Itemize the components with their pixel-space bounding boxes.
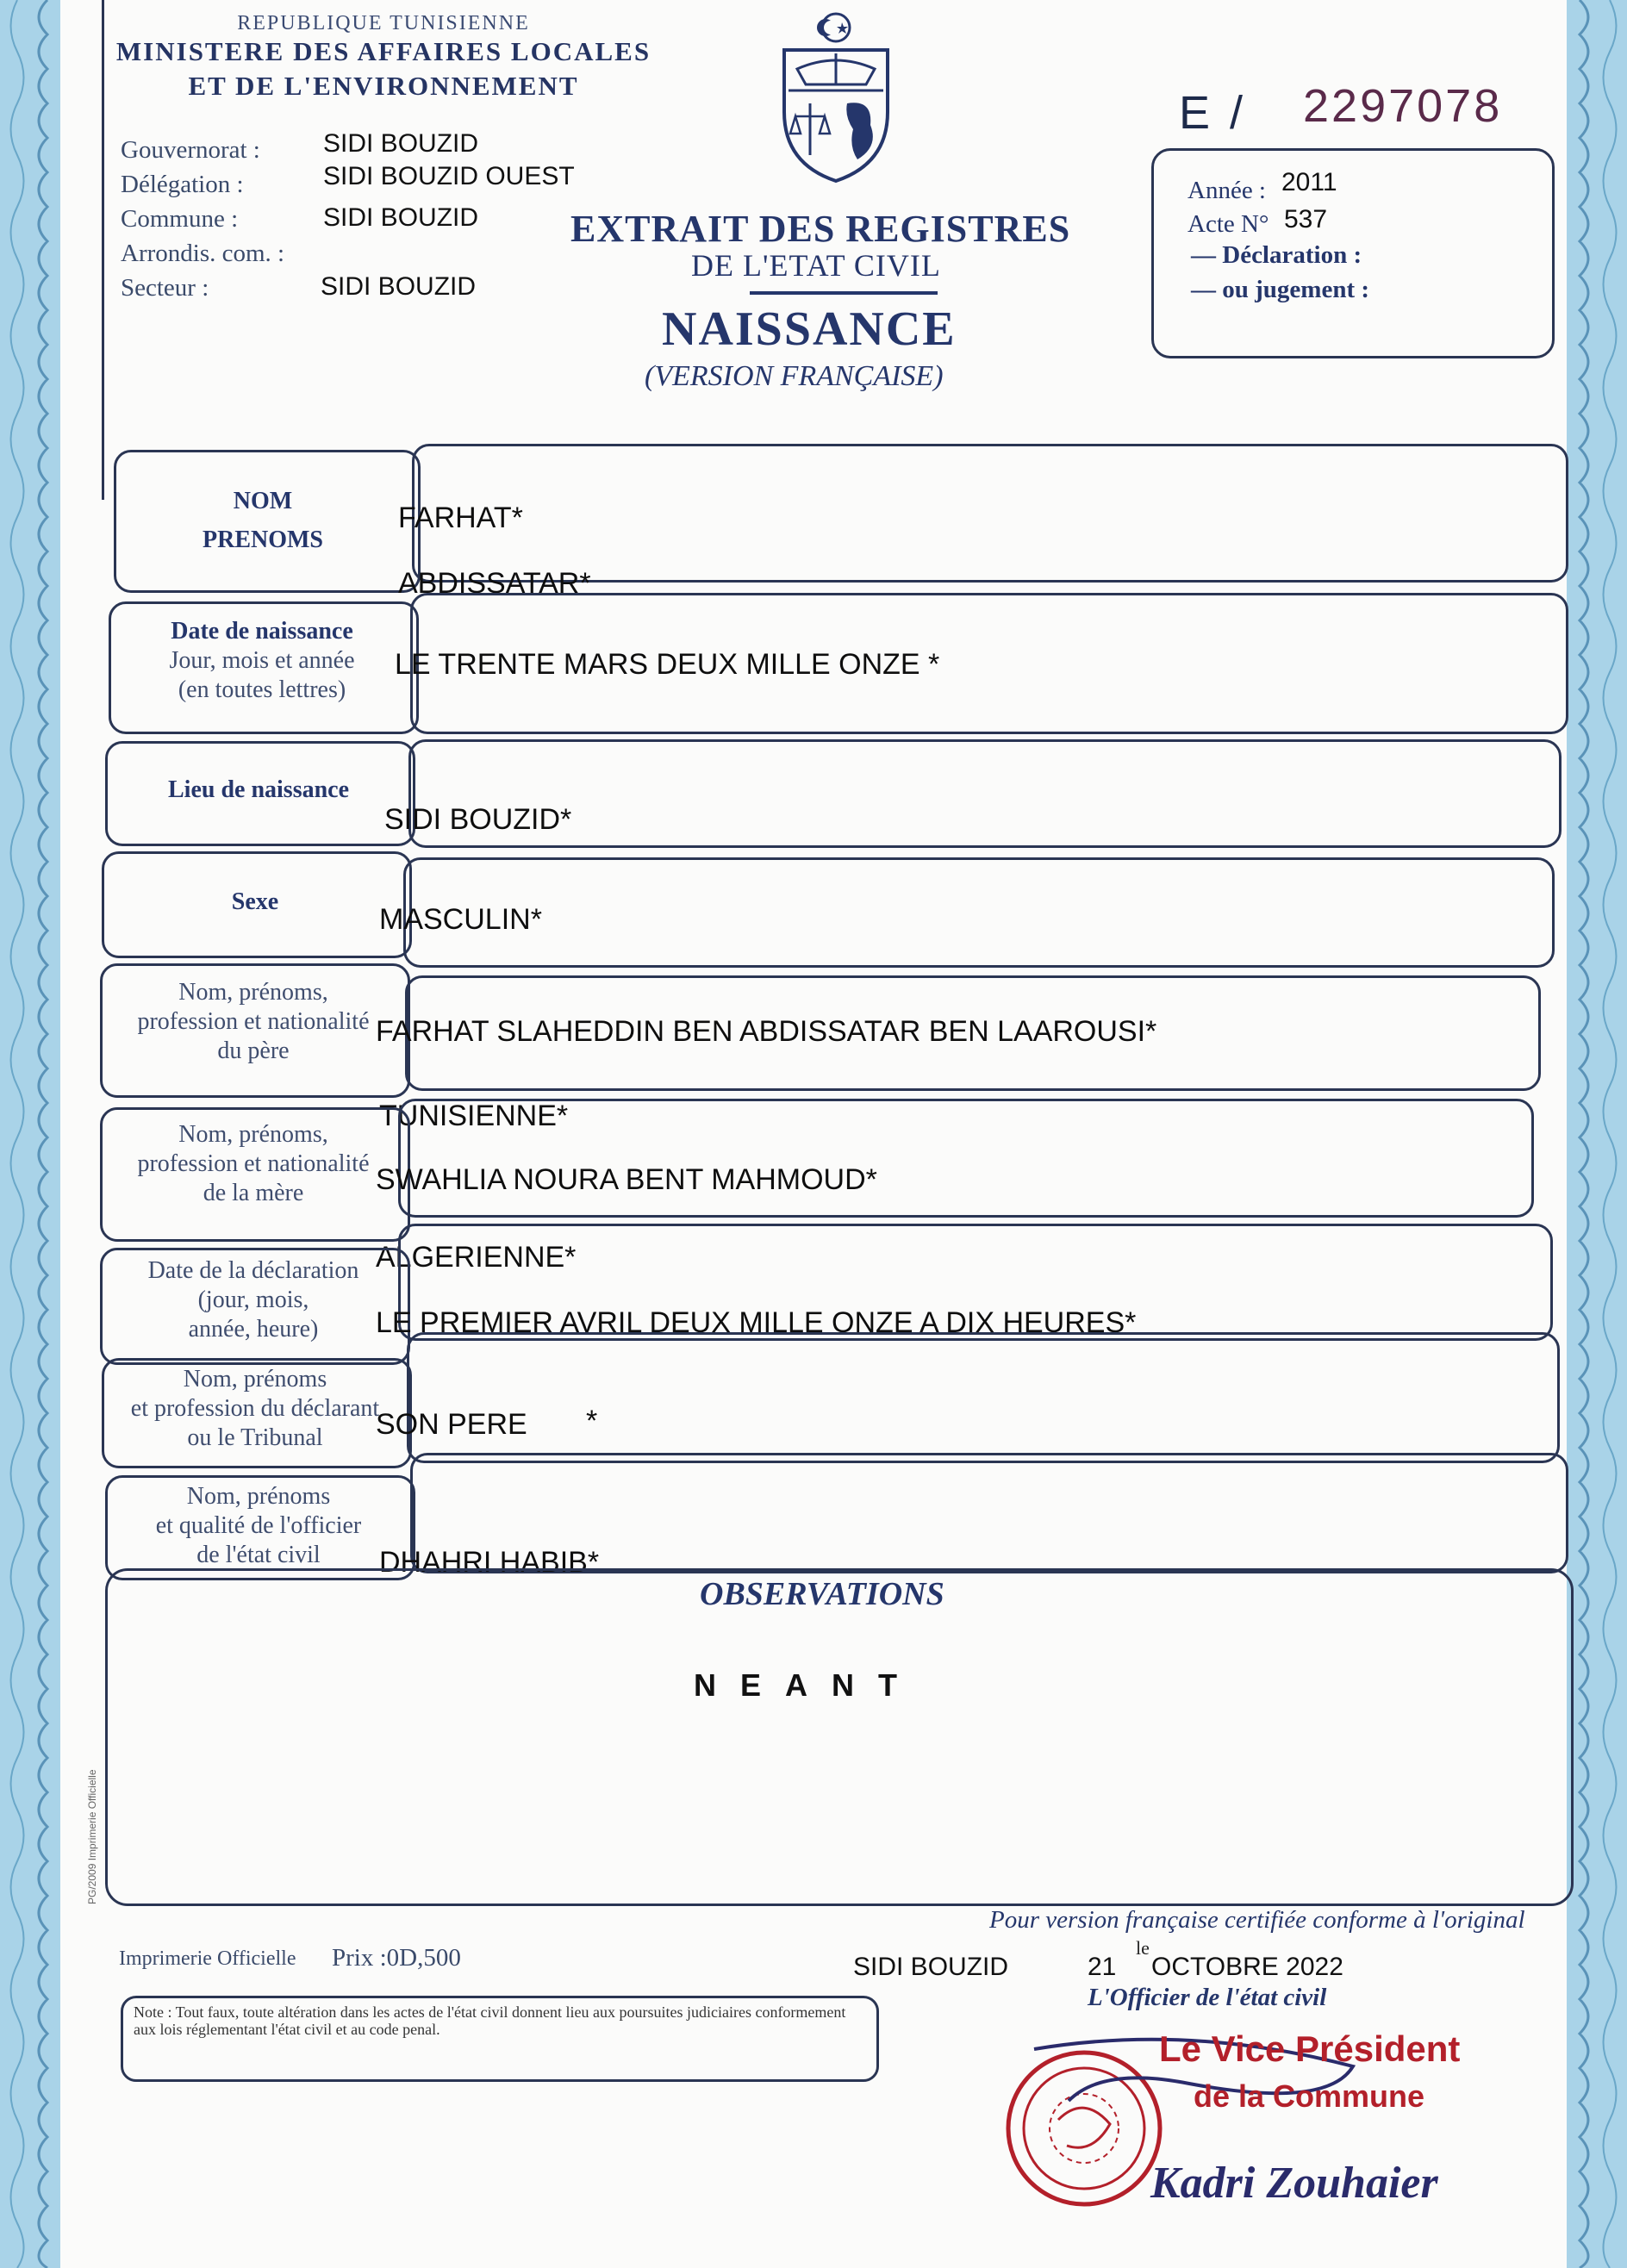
prenoms-label-text: PRENOMS bbox=[203, 526, 323, 553]
gouvernorat-label: Gouvernorat : bbox=[121, 136, 260, 164]
dob-value: LE TRENTE MARS DEUX MILLE ONZE * bbox=[395, 648, 940, 681]
certified-text: Pour version française certifiée conforme à l'original bbox=[989, 1906, 1525, 1934]
prenom-value: ABDISSATAR* bbox=[398, 567, 591, 600]
declarant-label-line1: Nom, prénoms bbox=[183, 1366, 327, 1393]
pere-label-line3: du père bbox=[217, 1037, 290, 1064]
declarant-value-cell bbox=[407, 1332, 1560, 1463]
acte-value: 537 bbox=[1284, 205, 1328, 234]
commune-value: SIDI BOUZID bbox=[323, 203, 479, 232]
observations-title: OBSERVATIONS bbox=[700, 1576, 944, 1612]
declarant-value: SON PERE bbox=[376, 1408, 527, 1441]
document-title-naissance: NAISSANCE bbox=[662, 302, 957, 356]
pere-label-line2: profession et nationalité bbox=[137, 1008, 370, 1035]
officier-title: L'Officier de l'état civil bbox=[1088, 1984, 1327, 2011]
mere-value: SWAHLIA NOURA BENT MAHMOUD* bbox=[376, 1163, 877, 1196]
gouvernorat-value: SIDI BOUZID bbox=[323, 129, 479, 158]
registry-prefix: E / bbox=[1179, 87, 1247, 139]
nom-value-cell bbox=[412, 444, 1568, 583]
annee-label: Année : bbox=[1188, 177, 1266, 204]
pere-label bbox=[109, 978, 398, 1066]
sexe-label bbox=[110, 888, 400, 917]
prenoms-label bbox=[121, 526, 405, 555]
ministry-line1: MINISTERE DES AFFAIRES LOCALES bbox=[115, 36, 651, 66]
commune-label: Commune : bbox=[121, 205, 239, 233]
officier-value: DHAHRI HABIB* bbox=[379, 1546, 600, 1579]
document-title-line1: EXTRAIT DES REGISTRES bbox=[570, 208, 1071, 250]
declarant-label bbox=[110, 1365, 400, 1453]
nom-label-text: NOM bbox=[233, 488, 293, 514]
nom-label bbox=[121, 487, 405, 516]
lieu-label bbox=[114, 776, 403, 805]
nom-value: FARHAT* bbox=[398, 502, 523, 534]
declaration-date-value: LE PREMIER AVRIL DEUX MILLE ONZE A DIX HEURES* bbox=[376, 1306, 1137, 1339]
nom-label-cell bbox=[114, 450, 421, 593]
imprimerie-label: Imprimerie Officielle bbox=[119, 1947, 296, 1970]
lieu-value-cell bbox=[408, 739, 1562, 848]
title-underline bbox=[750, 291, 938, 295]
document-title-version: (VERSION FRANÇAISE) bbox=[645, 360, 944, 392]
mere-value-cell bbox=[398, 1099, 1534, 1218]
lieu-label-text: Lieu de naissance bbox=[167, 776, 350, 803]
declaration-label-line3: année, heure) bbox=[188, 1316, 319, 1343]
dob-label-sub2: (en toutes lettres) bbox=[178, 676, 346, 703]
coat-of-arms-emblem bbox=[771, 9, 901, 185]
left-security-border bbox=[0, 0, 60, 2268]
declaration-label-line2: (jour, mois, bbox=[197, 1287, 309, 1313]
mere-label bbox=[109, 1120, 398, 1208]
observations-box bbox=[105, 1568, 1574, 1906]
pere-label-line1: Nom, prénoms, bbox=[178, 979, 328, 1006]
stamp-vice-president: Le Vice Président bbox=[1159, 2028, 1461, 2069]
jugement-label: — ou jugement : bbox=[1191, 276, 1370, 303]
secteur-label: Secteur : bbox=[121, 274, 209, 302]
ministry-line2: ET DE L'ENVIRONNEMENT bbox=[188, 71, 579, 101]
side-imprint: PG/2009 Imprimerie Officielle bbox=[86, 1769, 98, 1904]
declaration-date-label bbox=[109, 1256, 398, 1344]
legal-note-text: Note : Tout faux, toute altération dans les actes de l'état civil donnent lieu aux poursuites judiciaires conformement aux lois réglementant l'état civil et au code penal. bbox=[134, 2003, 846, 2038]
delegation-label: Délégation : bbox=[121, 171, 244, 198]
declaration-label-line1: Date de la déclaration bbox=[147, 1257, 359, 1284]
pere-value: FARHAT SLAHEDDIN BEN ABDISSATAR BEN LAAROUSI* bbox=[376, 1015, 1157, 1048]
registry-number: 2297078 bbox=[1303, 80, 1503, 132]
officier-label-line2: et qualité de l'officier bbox=[155, 1512, 362, 1539]
acte-label: Acte N° bbox=[1188, 210, 1269, 238]
sexe-label-text: Sexe bbox=[231, 888, 279, 915]
declarant-label-line2: et profession du déclarant bbox=[130, 1395, 380, 1422]
mere-label-line1: Nom, prénoms, bbox=[178, 1121, 328, 1148]
mere-nationality: ALGERIENNE* bbox=[376, 1241, 577, 1274]
secteur-value: SIDI BOUZID bbox=[321, 272, 477, 301]
arrondis-label: Arrondis. com. : bbox=[121, 240, 285, 267]
lieu-value: SIDI BOUZID* bbox=[384, 803, 572, 836]
footer-date-day: 21 bbox=[1088, 1953, 1117, 1981]
officier-label bbox=[114, 1482, 403, 1570]
dob-label bbox=[117, 617, 407, 705]
right-security-border bbox=[1567, 0, 1627, 2268]
declaration-label: — Déclaration : bbox=[1191, 241, 1362, 269]
prix-label: Prix :0D,500 bbox=[332, 1944, 461, 1972]
observations-value: NEANT bbox=[694, 1667, 921, 1703]
footer-place: SIDI BOUZID bbox=[853, 1953, 1009, 1981]
pere-nationality: TUNISIENNE* bbox=[379, 1100, 569, 1132]
footer-date-le: le bbox=[1136, 1937, 1150, 1959]
footer-date-rest: OCTOBRE 2022 bbox=[1151, 1953, 1343, 1981]
stamp-commune: de la Commune bbox=[1194, 2078, 1425, 2114]
officier-label-line3: de l'état civil bbox=[196, 1542, 321, 1568]
declarant-star: * bbox=[586, 1405, 598, 1437]
mere-label-line2: profession et nationalité bbox=[137, 1150, 370, 1177]
mere-label-line3: de la mère bbox=[203, 1180, 304, 1206]
delegation-value: SIDI BOUZID OUEST bbox=[323, 162, 575, 190]
republic-label: REPUBLIQUE TUNISIENNE bbox=[237, 12, 530, 34]
declarant-label-line3: ou le Tribunal bbox=[187, 1424, 323, 1451]
officier-label-line1: Nom, prénoms bbox=[186, 1483, 331, 1510]
sexe-value: MASCULIN* bbox=[379, 903, 542, 936]
legal-note bbox=[121, 1996, 879, 2082]
dob-label-title: Date de naissance bbox=[171, 618, 353, 645]
sexe-value-cell bbox=[403, 857, 1555, 968]
signature-name: Kadri Zouhaier bbox=[1150, 2159, 1438, 2208]
annee-value: 2011 bbox=[1281, 168, 1337, 196]
dob-label-sub1: Jour, mois et année bbox=[169, 647, 355, 674]
document-title-line2: DE L'ETAT CIVIL bbox=[691, 248, 941, 283]
